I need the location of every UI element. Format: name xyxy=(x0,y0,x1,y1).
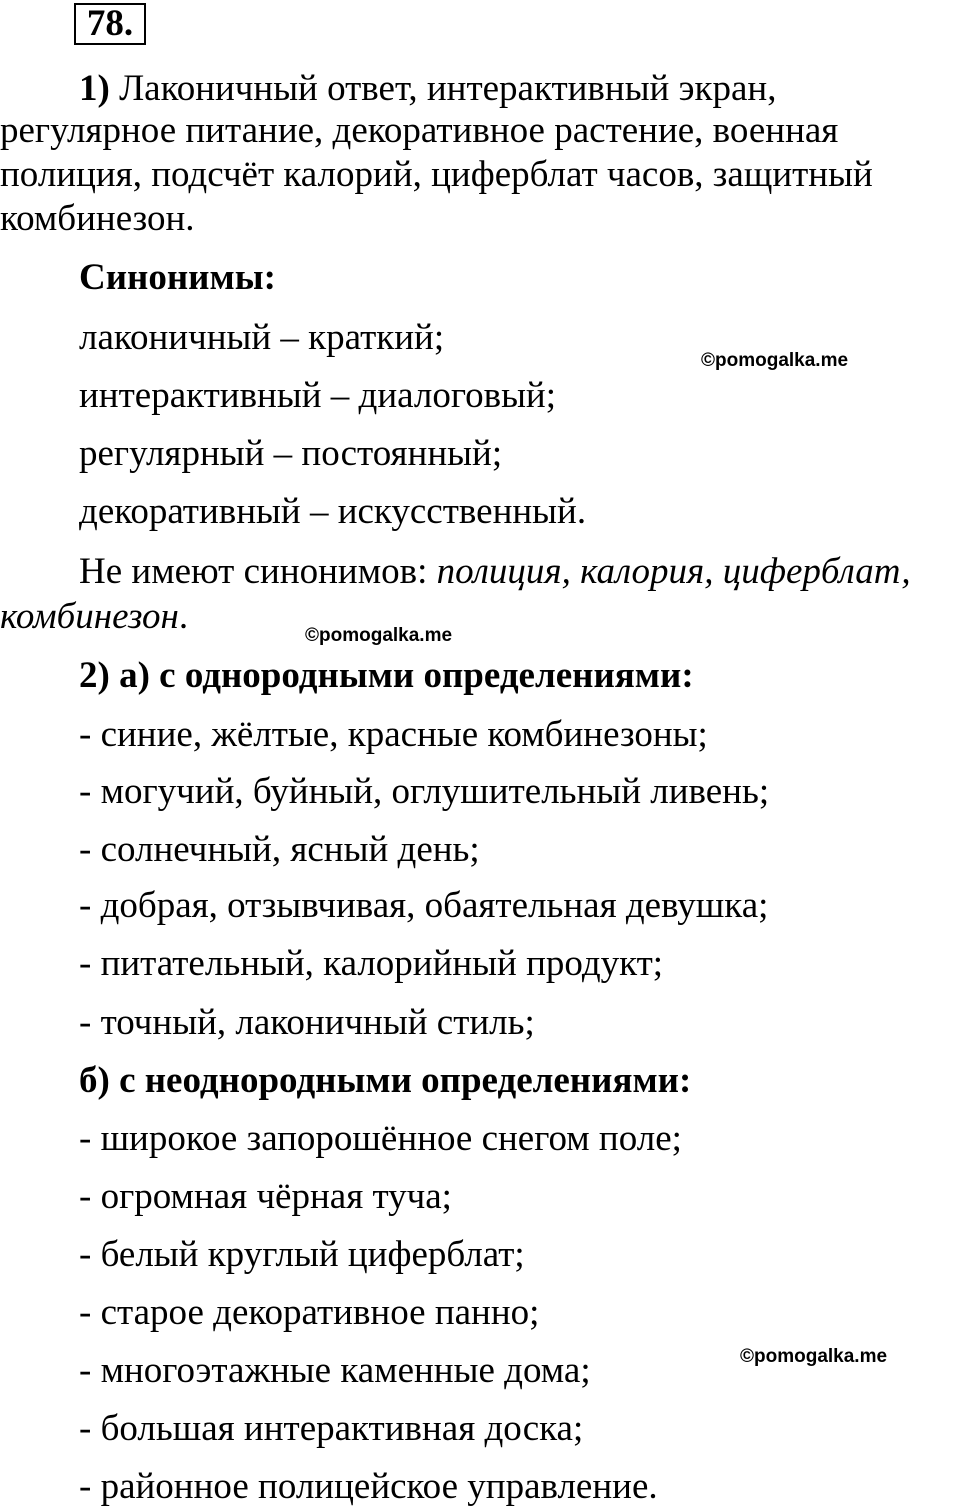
list-item: - огромная чёрная туча; xyxy=(79,1176,452,1217)
part1-line-3: полиция, подсчёт калорий, циферблат часов, защитный xyxy=(0,154,873,195)
part1-text: Лаконичный ответ, интерактивный экран, xyxy=(119,68,777,109)
synonym-item: интерактивный – диалоговый; xyxy=(79,375,557,416)
list-item: - районное полицейское управление. xyxy=(79,1466,658,1507)
synonyms-heading: Синонимы: xyxy=(79,257,276,298)
list-item: - могучий, буйный, оглушительный ливень; xyxy=(79,771,770,812)
part1-label: 1) xyxy=(79,68,110,109)
period: . xyxy=(178,596,189,637)
synonym-item: декоративный – искусственный. xyxy=(79,491,587,532)
list-item: - солнечный, ясный день; xyxy=(79,829,480,870)
watermark: ©pomogalka.me xyxy=(701,350,849,371)
synonym-item: лаконичный – краткий; xyxy=(79,317,445,358)
list-item: - синие, жёлтые, красные комбинезоны; xyxy=(79,714,708,755)
exercise-number: 78. xyxy=(74,3,146,45)
no-synonyms-words: полиция, калория, циферблат, xyxy=(436,551,911,592)
part1-line-2: регулярное питание, декоративное растение, военная xyxy=(0,110,839,151)
list-item: - добрая, отзывчивая, обаятельная девушка; xyxy=(79,885,769,926)
part1-line-1 xyxy=(79,68,776,110)
part2-heading-b: б) с неоднородными определениями: xyxy=(79,1060,692,1101)
list-item: - старое декоративное панно; xyxy=(79,1292,540,1333)
list-item: - питательный, калорийный продукт; xyxy=(79,943,664,984)
list-item: - большая интерактивная доска; xyxy=(79,1408,584,1449)
no-synonyms-line-2 xyxy=(0,596,188,638)
synonym-item: регулярный – постоянный; xyxy=(79,433,503,474)
no-synonyms-prefix: Не имеют синонимов: xyxy=(79,551,437,592)
list-item: - многоэтажные каменные дома; xyxy=(79,1350,591,1391)
watermark: ©pomogalka.me xyxy=(305,625,453,646)
watermark: ©pomogalka.me xyxy=(740,1346,888,1367)
list-item: - белый круглый циферблат; xyxy=(79,1234,525,1275)
part2-heading-a: 2) а) с однородными определениями: xyxy=(79,655,694,696)
list-item: - широкое запорошённое снегом поле; xyxy=(79,1118,682,1159)
list-item: - точный, лаконичный стиль; xyxy=(79,1002,535,1043)
part1-line-4: комбинезон. xyxy=(0,198,195,239)
no-synonyms-line-1 xyxy=(79,551,911,593)
no-synonyms-words-cont: комбинезон xyxy=(0,596,179,637)
